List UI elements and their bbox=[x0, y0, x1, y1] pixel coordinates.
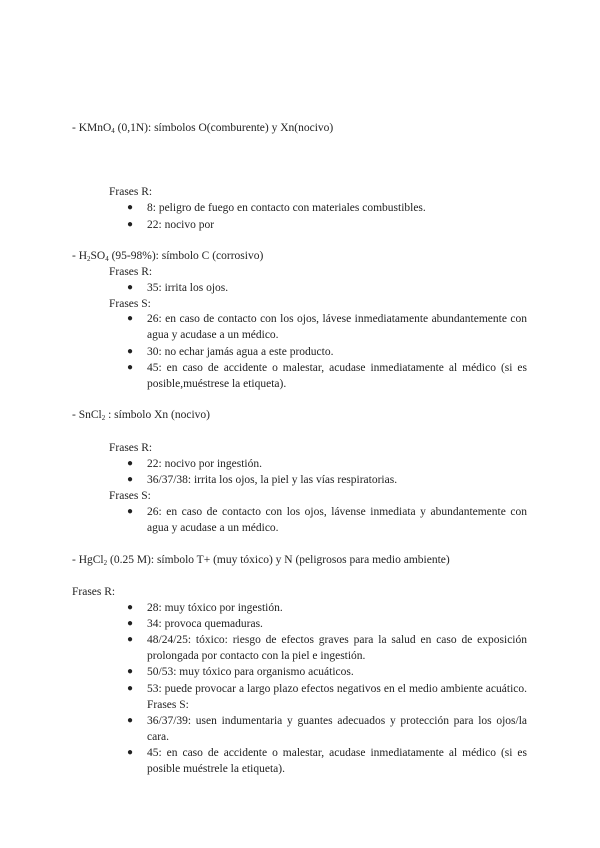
sncl2-frases-r-label: Frases R: bbox=[109, 442, 153, 454]
list-item: ● 48/24/25: tóxico: riesgo de efectos graves para la salud en caso de exposición prolongada por contacto con la piel e ingestión. bbox=[127, 634, 527, 662]
list-item: ● 30: no echar jamás agua a este producto. bbox=[127, 346, 334, 358]
list-item: ● 22: nocivo por ingestión. bbox=[127, 458, 262, 470]
sncl2-heading: - SnCl$_2$ : símbolo Xn (nocivo) bbox=[72, 409, 210, 422]
list-item: ● 50/53: muy tóxico para organismo acuáticos. bbox=[127, 666, 354, 678]
list-item: ● 34: provoca quemaduras. bbox=[127, 618, 263, 630]
list-item: ● 26: en caso de contacto con los ojos, lávese inmediatamente abundantemente con agua y acudase a un médico. bbox=[127, 313, 527, 341]
kmno4-frases-r-label: Frases R: bbox=[109, 186, 153, 198]
hgcl2-frases-r-label: Frases R: bbox=[72, 586, 116, 598]
kmno4-heading: - KMnO$_4$ (0,1N): símbolos O(comburente) y Xn(nocivo) bbox=[72, 122, 334, 135]
list-item: ● 53: puede provocar a largo plazo efectos negativos en el medio ambiente acuático. Frases S: bbox=[127, 683, 527, 711]
list-item: ● 45: en caso de accidente o malestar, acudase inmediatamente al médico (si es posible muéstrele la etiqueta). bbox=[127, 747, 527, 775]
hgcl2-heading: - HgCl$_2$ (0.25 M): símbolo T+ (muy tóxico) y N (peligrosos para medio ambiente) bbox=[72, 554, 450, 567]
list-item: ● 36/37/39: usen indumentaria y guantes adecuados y protección para los ojos/la cara. bbox=[127, 715, 527, 743]
list-item: ● 45: en caso de accidente o malestar, acudase inmediatamente al médico (si es posible,muéstrese la etiqueta). bbox=[127, 362, 527, 390]
list-item: ● 28: muy tóxico por ingestión. bbox=[127, 602, 283, 614]
h2so4-frases-s-label: Frases S: bbox=[109, 298, 151, 310]
h2so4-frases-r-label: Frases R: bbox=[109, 266, 153, 278]
list-item: ● 36/37/38: irrita los ojos, la piel y las vías respiratorias. bbox=[127, 474, 398, 486]
sncl2-frases-s-label: Frases S: bbox=[109, 490, 151, 502]
list-item: ● 26: en caso de contacto con los ojos, lávense inmediata y abundantemente con agua y acudase a un médico. bbox=[127, 506, 527, 534]
h2so4-heading: - $H_2SO_4$ (95-98%): símbolo C (corrosivo) bbox=[72, 250, 264, 263]
list-item: ● 22: nocivo por bbox=[127, 219, 215, 231]
list-item: ● 8: peligro de fuego en contacto con materiales combustibles. bbox=[127, 202, 426, 214]
list-item: ● 35: irrita los ojos. bbox=[127, 282, 229, 294]
